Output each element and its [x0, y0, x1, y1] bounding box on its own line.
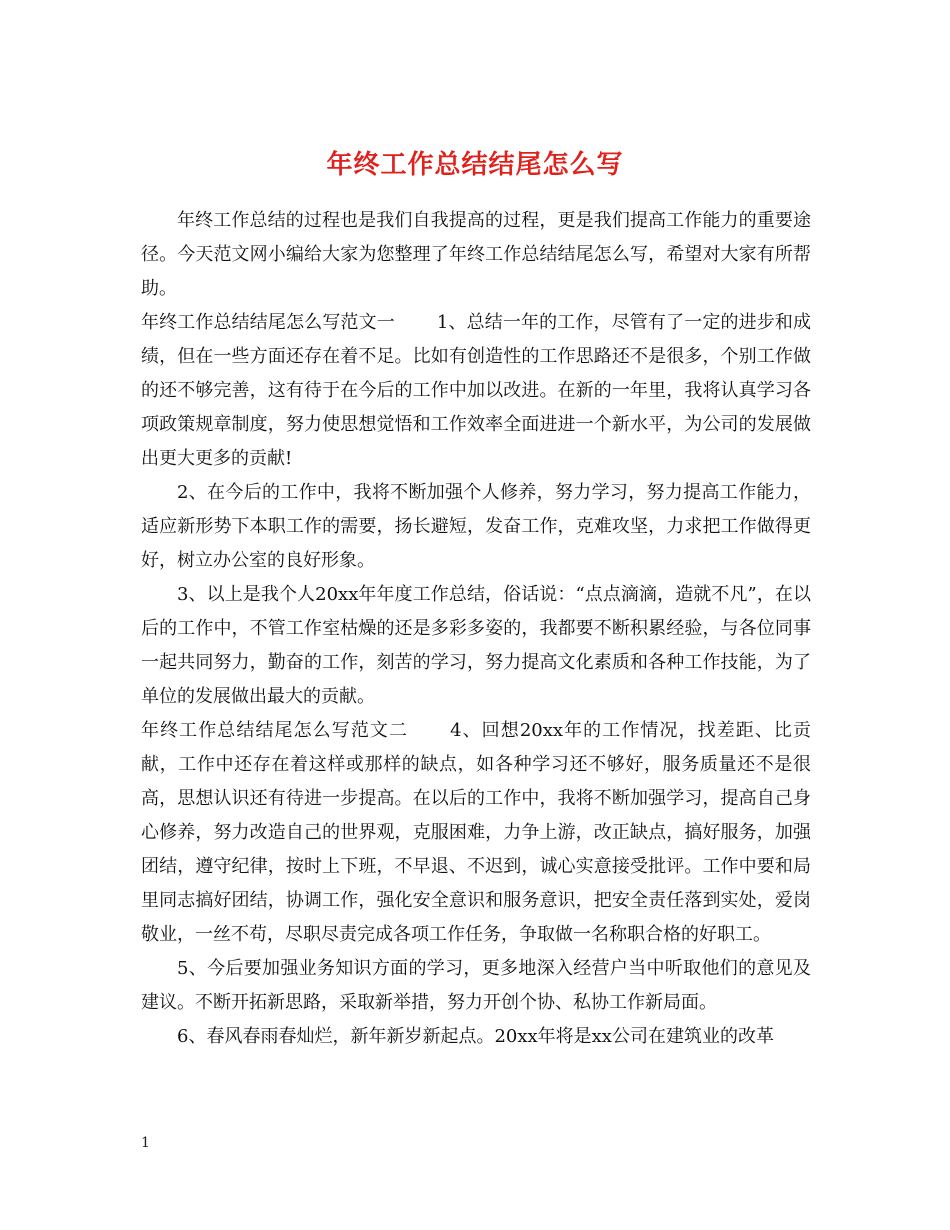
- section-heading-one: 年终工作总结结尾怎么写范文一: [141, 312, 395, 333]
- page-number: 1: [141, 1135, 150, 1151]
- paragraph-item-1: 1、总结一年的工作，尽管有了一定的进步和成绩，但在一些方面还存在着不足。比如有创造性的工作思路还不是很多，个别工作做的还不够完善，这有待于在今后的工作中加以改进。在新的一年里，我将认真学习各项政策规章制度，努力使思想觉悟和工作效率全面进进一个新水平，为公司的发展做出更大更多的贡献!: [141, 312, 811, 469]
- paragraph-item-5: 5、今后要加强业务知识方面的学习，更多地深入经营户当中听取他们的意见及建议。不断开拓新思路，采取新举措，努力开创个协、私协工作新局面。: [141, 958, 811, 1013]
- document-body: [141, 204, 811, 1054]
- section-two-paragraph: [141, 714, 811, 952]
- paragraph-item-6: 6、春风春雨春灿烂，新年新岁新起点。20xx年将是xx公司在建筑业的改革: [177, 1026, 774, 1047]
- section-one-paragraph: [141, 306, 811, 476]
- paragraph-item-2: 2、在今后的工作中，我将不断加强个人修养，努力学习，努力提高工作能力，适应新形势下本职工作的需要，扬长避短，发奋工作，克难攻坚，力求把工作做得更好，树立办公室的良好形象。: [141, 482, 811, 571]
- paragraph-item-4: 4、回想20xx年的工作情况，找差距、比贡献，工作中还存在着这样或那样的缺点，如各种学习还不够好，服务质量还不是很高，思想认识还有待进一步提高。在以后的工作中，我将不断加强学习，提高自己身心修养，努力改造自己的世界观，克服困难，力争上游，改正缺点，搞好服务，加强团结，遵守纪律，按时上下班，不早退、不迟到，诚心实意接受批评。工作中要和局里同志搞好团结，协调工作，强化安全意识和服务意识，把安全责任落到实处，爱岗敬业，一丝不苟，尽职尽责完成各项工作任务，争取做一名称职合格的好职工。: [141, 720, 811, 945]
- intro-paragraph: 年终工作总结的过程也是我们自我提高的过程，更是我们提高工作能力的重要途径。今天范文网小编给大家为您整理了年终工作总结结尾怎么写，希望对大家有所帮助。: [141, 210, 811, 299]
- section-heading-two: 年终工作总结结尾怎么写范文二: [141, 720, 409, 741]
- document-title: 年终工作总结结尾怎么写: [326, 150, 624, 181]
- paragraph-item-3: 3、以上是我个人20xx年年度工作总结，俗话说：“点点滴滴，造就不凡”，在以后的工作中，不管工作室枯燥的还是多彩多姿的，我都要不断积累经验，与各位同事一起共同努力，勤奋的工作，刻苦的学习，努力提高文化素质和各种工作技能，为了单位的发展做出最大的贡献。: [141, 584, 811, 707]
